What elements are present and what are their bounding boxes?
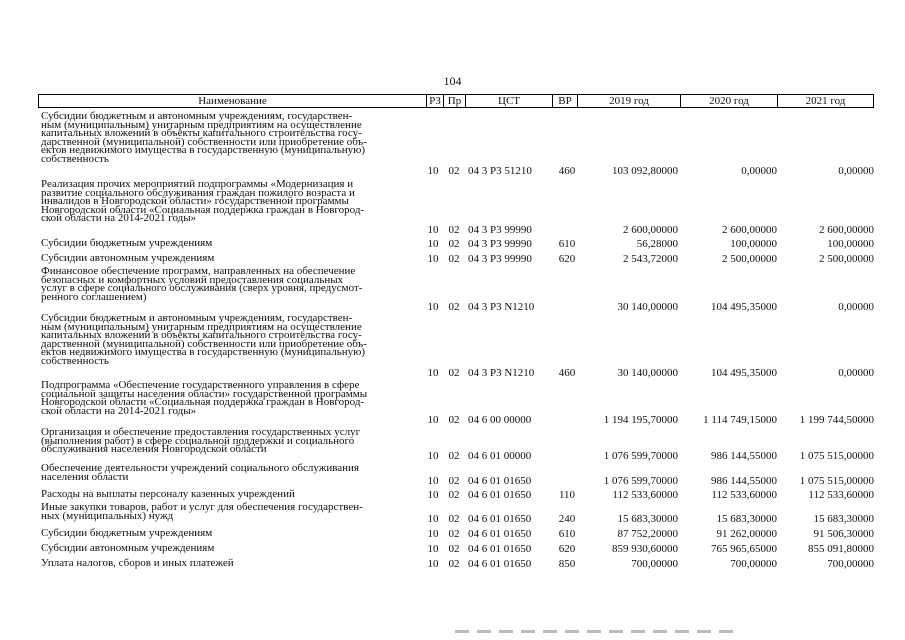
row-cst: 04 3 Р3 99990	[468, 238, 532, 250]
row-2019: 103 092,80000	[612, 165, 678, 177]
row-name: Подпрограмма «Обеспечение государственного управления в сфере социальной защиты населения области» государственной программы Новгородской области «Социальная поддержка граждан в Новгород- ской области на 2014-2021 годы»	[41, 379, 368, 417]
row-2021: 1 075 515,00000	[799, 475, 874, 487]
row-2019: 1 076 599,70000	[603, 450, 678, 462]
row-2020: 104 495,35000	[711, 367, 777, 379]
row-2020: 100,00000	[730, 238, 777, 250]
row-rz: 10	[427, 414, 439, 426]
row-rz: 10	[427, 253, 439, 265]
row-cst: 04 6 01 01650	[468, 558, 532, 570]
row-vr: 610	[558, 238, 576, 250]
row-rz: 10	[427, 224, 439, 236]
table-row	[38, 180, 874, 236]
row-2019: 112 533,60000	[612, 489, 678, 501]
row-cst: 04 3 Р3 99990	[468, 253, 532, 265]
row-cst: 04 3 Р3 99990	[468, 224, 532, 236]
row-vr: 850	[558, 558, 576, 570]
row-name: Организация и обеспечение предоставления государственных услуг (выполнения работ) в сфере социальной поддержки и социального обслуживания населения Новгородской области	[41, 426, 361, 456]
row-name: Субсидии бюджетным и автономным учреждениям, государствен- ным (муниципальным) унитарным предприятиям на осуществление капитальных вложений в объекты капитального строительства госу- дарственной (муниципальной) собственности или приобретение объ- ектов недвижимого имущества в государственную (муниципальную) собственность	[41, 312, 367, 367]
row-rz: 10	[427, 543, 439, 555]
row-rz: 10	[427, 367, 439, 379]
table-row	[38, 237, 874, 250]
table-row	[38, 314, 874, 379]
row-2019: 56,28000	[636, 238, 678, 250]
row-2020: 700,00000	[730, 558, 777, 570]
header-rz: РЗ	[427, 95, 444, 107]
row-cst: 04 6 01 01650	[468, 475, 532, 487]
row-2019: 1 076 599,70000	[603, 475, 678, 487]
table-row	[38, 488, 874, 501]
row-2020: 765 965,65000	[711, 543, 777, 555]
row-2019: 15 683,30000	[617, 513, 678, 525]
row-2021: 2 600,00000	[819, 224, 874, 236]
row-vr: 620	[558, 543, 576, 555]
row-name: Субсидии бюджетным учреждениям	[41, 237, 213, 249]
row-rz: 10	[427, 513, 439, 525]
row-name: Субсидии автономным учреждениям	[41, 252, 215, 264]
row-pr: 02	[448, 558, 460, 570]
row-pr: 02	[448, 238, 460, 250]
row-2020: 2 500,00000	[722, 253, 777, 265]
row-2021: 15 683,30000	[813, 513, 874, 525]
row-name: Расходы на выплаты персоналу казенных учреждений	[41, 488, 295, 500]
header-2019: 2019 год	[578, 95, 681, 107]
row-rz: 10	[427, 528, 439, 540]
row-rz: 10	[427, 301, 439, 313]
row-vr: 110	[558, 489, 576, 501]
row-2019: 87 752,20000	[617, 528, 678, 540]
row-pr: 02	[448, 414, 460, 426]
row-2021: 2 500,00000	[819, 253, 874, 265]
table-row	[38, 428, 874, 462]
row-2021: 100,00000	[827, 238, 874, 250]
row-name: Иные закупки товаров, работ и услуг для обеспечения государствен- ных (муниципальных) нужд	[41, 501, 363, 522]
row-2021: 91 506,30000	[813, 528, 874, 540]
row-2019: 859 930,60000	[612, 543, 678, 555]
row-rz: 10	[427, 558, 439, 570]
row-pr: 02	[448, 475, 460, 487]
row-cst: 04 6 01 01650	[468, 543, 532, 555]
row-2020: 112 533,60000	[711, 489, 777, 501]
row-pr: 02	[448, 224, 460, 236]
row-2019: 2 543,72000	[623, 253, 678, 265]
row-name: Реализация прочих мероприятий подпрограммы «Модернизация и развитие социального обслуживания граждан пожилого возраста и инвалидов в Новгородской области» государственной программы Новгородской области «Социальная поддержка граждан в Новгород- ской области на 2014-2021 годы»	[41, 178, 365, 225]
table-row	[38, 381, 874, 426]
row-2021: 0,00000	[838, 367, 874, 379]
row-name: Обеспечение деятельности учреждений социального обслуживания населения области	[41, 462, 359, 483]
row-cst: 04 3 Р3 N1210	[468, 367, 535, 379]
row-name: Уплата налогов, сборов и иных платежей	[41, 557, 234, 569]
table-row	[38, 252, 874, 265]
table-row	[38, 557, 874, 570]
header-name: Наименование	[39, 95, 427, 107]
row-2019: 700,00000	[631, 558, 678, 570]
row-cst: 04 6 01 00000	[468, 450, 532, 462]
row-2020: 986 144,55000	[711, 450, 777, 462]
row-vr: 620	[558, 253, 576, 265]
row-rz: 10	[427, 475, 439, 487]
header-cst: ЦСТ	[466, 95, 553, 107]
row-2020: 15 683,30000	[716, 513, 777, 525]
row-rz: 10	[427, 238, 439, 250]
row-2019: 2 600,00000	[623, 224, 678, 236]
row-pr: 02	[448, 253, 460, 265]
row-pr: 02	[448, 528, 460, 540]
row-cst: 04 6 01 01650	[468, 489, 532, 501]
row-2019: 30 140,00000	[617, 301, 678, 313]
row-name: Финансовое обеспечение программ, направленных на обеспечение безопасных и комфортных условий предоставления социальных услуг в сфере социального обслуживания (сверх уровня, предусмот- ренного соглашением)	[41, 265, 363, 303]
row-pr: 02	[448, 367, 460, 379]
table-row	[38, 267, 874, 313]
row-2020: 104 495,35000	[711, 301, 777, 313]
row-2020: 91 262,00000	[716, 528, 777, 540]
row-2019: 30 140,00000	[617, 367, 678, 379]
page-number: 104	[443, 74, 462, 88]
table-row	[38, 527, 874, 540]
table-row	[38, 112, 874, 177]
row-2021: 0,00000	[838, 165, 874, 177]
row-2021: 1 075 515,00000	[799, 450, 874, 462]
row-2021: 700,00000	[827, 558, 874, 570]
header-2021: 2021 год	[805, 95, 846, 107]
row-rz: 10	[427, 489, 439, 501]
row-name: Субсидии бюджетным учреждениям	[41, 527, 213, 539]
row-2021: 855 091,80000	[808, 543, 874, 555]
row-pr: 02	[448, 513, 460, 525]
row-cst: 04 6 01 01650	[468, 528, 532, 540]
row-2020: 986 144,55000	[711, 475, 777, 487]
header-vr: ВР	[553, 95, 578, 107]
row-vr: 460	[558, 165, 576, 177]
row-vr: 460	[558, 367, 576, 379]
row-pr: 02	[448, 543, 460, 555]
row-rz: 10	[427, 165, 439, 177]
header-2020: 2020 год	[681, 95, 778, 107]
header-pr: Пр	[444, 95, 466, 107]
row-2020: 2 600,00000	[722, 224, 777, 236]
table-row	[38, 464, 874, 487]
row-2019: 1 194 195,70000	[603, 414, 678, 426]
row-2020: 0,00000	[741, 165, 777, 177]
row-vr: 610	[558, 528, 576, 540]
row-2021: 0,00000	[838, 301, 874, 313]
row-2021: 112 533,60000	[808, 489, 874, 501]
row-2021: 1 199 744,50000	[799, 414, 874, 426]
row-pr: 02	[448, 450, 460, 462]
row-vr: 240	[558, 513, 576, 525]
scan-artifact	[455, 630, 735, 633]
row-pr: 02	[448, 301, 460, 313]
row-name: Субсидии автономным учреждениям	[41, 542, 215, 554]
row-name: Субсидии бюджетным и автономным учреждениям, государствен- ным (муниципальным) унитарным предприятиям на осуществление капитальных вложений в объекты капитального строительства госу- дарственной (муниципальной) собственности или приобретение объ- ектов недвижимого имущества в государственную (муниципальную) собственность	[41, 110, 367, 165]
table-row	[38, 542, 874, 555]
row-cst: 04 3 Р3 N1210	[468, 301, 535, 313]
row-cst: 04 6 01 01650	[468, 513, 532, 525]
row-rz: 10	[427, 450, 439, 462]
row-pr: 02	[448, 165, 460, 177]
row-2020: 1 114 749,15000	[703, 414, 777, 426]
row-cst: 04 3 Р3 51210	[468, 165, 532, 177]
row-pr: 02	[448, 489, 460, 501]
row-cst: 04 6 00 00000	[468, 414, 532, 426]
table-header	[38, 94, 874, 108]
table-row	[38, 503, 874, 525]
